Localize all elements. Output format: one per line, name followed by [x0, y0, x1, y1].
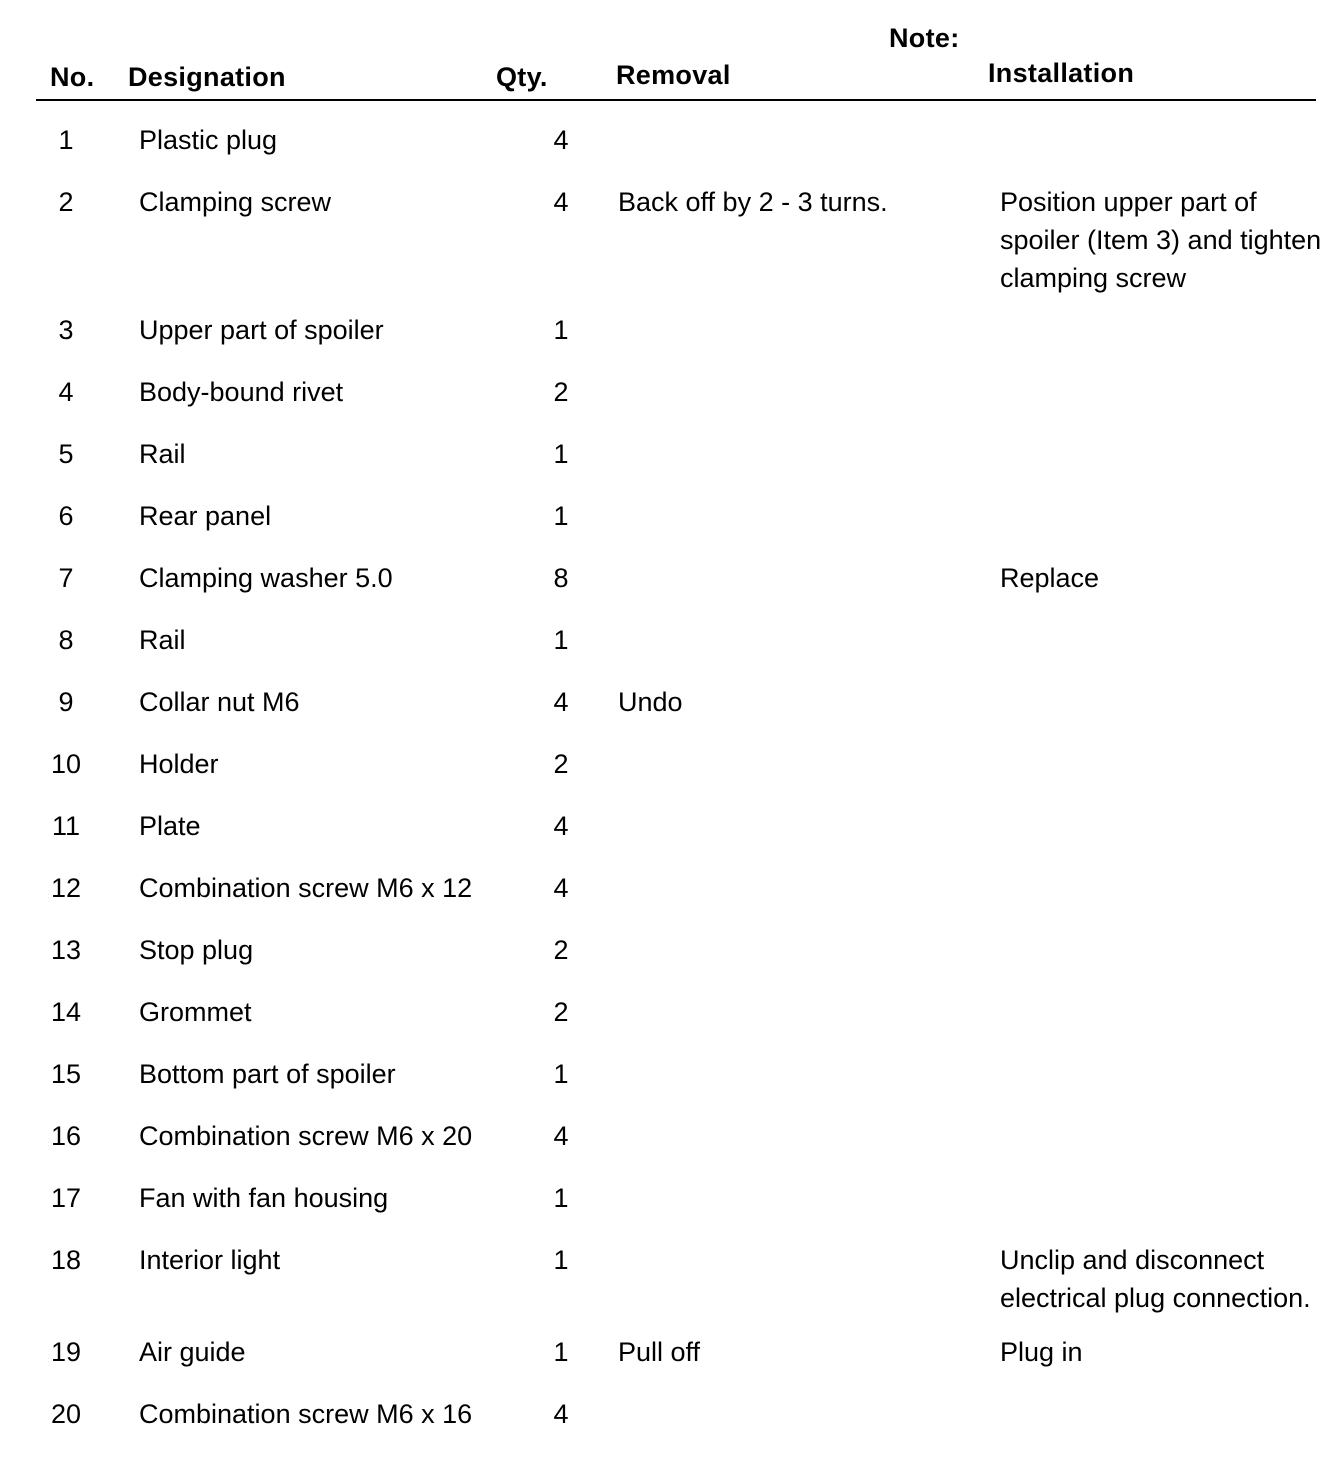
table-row [0, 370, 1344, 432]
column-header-qty: Qty. [496, 62, 548, 92]
part-designation: Rear panel [139, 501, 272, 531]
installation-note: Plug in [1000, 1337, 1083, 1367]
part-number: 16 [50, 1121, 82, 1151]
table-row [0, 1330, 1344, 1392]
part-designation: Combination screw M6 x 12 [139, 873, 473, 903]
part-designation: Stop plug [139, 935, 254, 965]
part-number: 8 [58, 625, 74, 655]
table-row [0, 118, 1344, 180]
table-row [0, 556, 1344, 618]
part-quantity: 4 [553, 125, 569, 155]
part-designation: Grommet [139, 997, 252, 1027]
removal-note: Pull off [618, 1337, 701, 1367]
part-designation: Upper part of spoiler [139, 315, 384, 345]
part-quantity: 1 [553, 501, 569, 531]
part-number: 11 [51, 811, 81, 841]
removal-note: Back off by 2 - 3 turns. [618, 187, 888, 217]
part-number: 12 [50, 873, 82, 903]
part-quantity: 1 [553, 1337, 569, 1367]
part-quantity: 2 [553, 749, 569, 779]
removal-note: Undo [618, 687, 683, 717]
part-quantity: 8 [553, 563, 569, 593]
table-row [0, 432, 1344, 494]
part-quantity: 1 [553, 1245, 569, 1275]
part-number: 5 [58, 439, 74, 469]
column-header-no: No. [50, 62, 95, 92]
table-row [0, 308, 1344, 370]
part-number: 1 [58, 125, 74, 155]
part-designation: Plastic plug [139, 125, 278, 155]
part-quantity: 4 [553, 1399, 569, 1429]
table-row [0, 618, 1344, 680]
part-quantity: 1 [553, 625, 569, 655]
part-designation: Combination screw M6 x 16 [139, 1399, 473, 1429]
part-designation: Plate [139, 811, 201, 841]
table-row [0, 742, 1344, 804]
header-divider [36, 99, 1316, 101]
part-quantity: 4 [553, 687, 569, 717]
table-row [0, 1392, 1344, 1454]
part-number: 18 [50, 1245, 82, 1275]
part-number: 9 [58, 687, 74, 717]
part-number: 3 [58, 315, 74, 345]
column-header-removal: Removal [616, 60, 731, 90]
part-designation: Combination screw M6 x 20 [139, 1121, 473, 1151]
installation-note: Replace [1000, 563, 1100, 593]
part-quantity: 4 [553, 811, 569, 841]
table-row [0, 928, 1344, 990]
part-quantity: 2 [553, 935, 569, 965]
table-row [0, 1176, 1344, 1238]
table-row [0, 494, 1344, 556]
part-designation: Rail [139, 439, 186, 469]
part-quantity: 4 [553, 873, 569, 903]
parts-table-body [0, 118, 1344, 1454]
table-row [0, 1114, 1344, 1176]
part-designation: Rail [139, 625, 186, 655]
part-quantity: 2 [553, 377, 569, 407]
part-quantity: 1 [553, 1059, 569, 1089]
part-number: 15 [50, 1059, 82, 1089]
table-row [0, 1052, 1344, 1114]
table-row [0, 804, 1344, 866]
part-designation: Fan with fan housing [139, 1183, 389, 1213]
part-designation: Body-bound rivet [139, 377, 344, 407]
part-quantity: 1 [553, 1183, 569, 1213]
table-row [0, 990, 1344, 1052]
part-number: 2 [58, 187, 74, 217]
note-label: Note: [889, 23, 960, 53]
part-designation: Air guide [139, 1337, 246, 1367]
part-designation: Bottom part of spoiler [139, 1059, 396, 1089]
part-quantity: 1 [553, 439, 569, 469]
part-quantity: 2 [553, 997, 569, 1027]
part-number: 10 [50, 749, 82, 779]
table-row [0, 680, 1344, 742]
part-designation: Holder [139, 749, 219, 779]
part-number: 13 [50, 935, 82, 965]
table-row [0, 180, 1344, 308]
part-number: 7 [58, 563, 74, 593]
column-header-installation: Installation [988, 58, 1135, 88]
part-quantity: 4 [553, 1121, 569, 1151]
column-header-designation: Designation [128, 62, 286, 92]
table-row [0, 866, 1344, 928]
part-designation: Clamping washer 5.0 [139, 563, 393, 593]
part-number: 20 [50, 1399, 82, 1429]
part-number: 19 [50, 1337, 82, 1367]
installation-note: Unclip and disconnect electrical plug connection. [1000, 1245, 1311, 1313]
part-number: 17 [50, 1183, 82, 1213]
part-number: 4 [58, 377, 74, 407]
installation-note: Position upper part of spoiler (Item 3) and tighten clamping screw [1000, 187, 1322, 293]
part-number: 6 [58, 501, 74, 531]
part-designation: Interior light [139, 1245, 281, 1275]
part-designation: Collar nut M6 [139, 687, 300, 717]
table-row [0, 1238, 1344, 1330]
part-number: 14 [50, 997, 82, 1027]
part-quantity: 1 [553, 315, 569, 345]
part-quantity: 4 [553, 187, 569, 217]
part-designation: Clamping screw [139, 187, 332, 217]
